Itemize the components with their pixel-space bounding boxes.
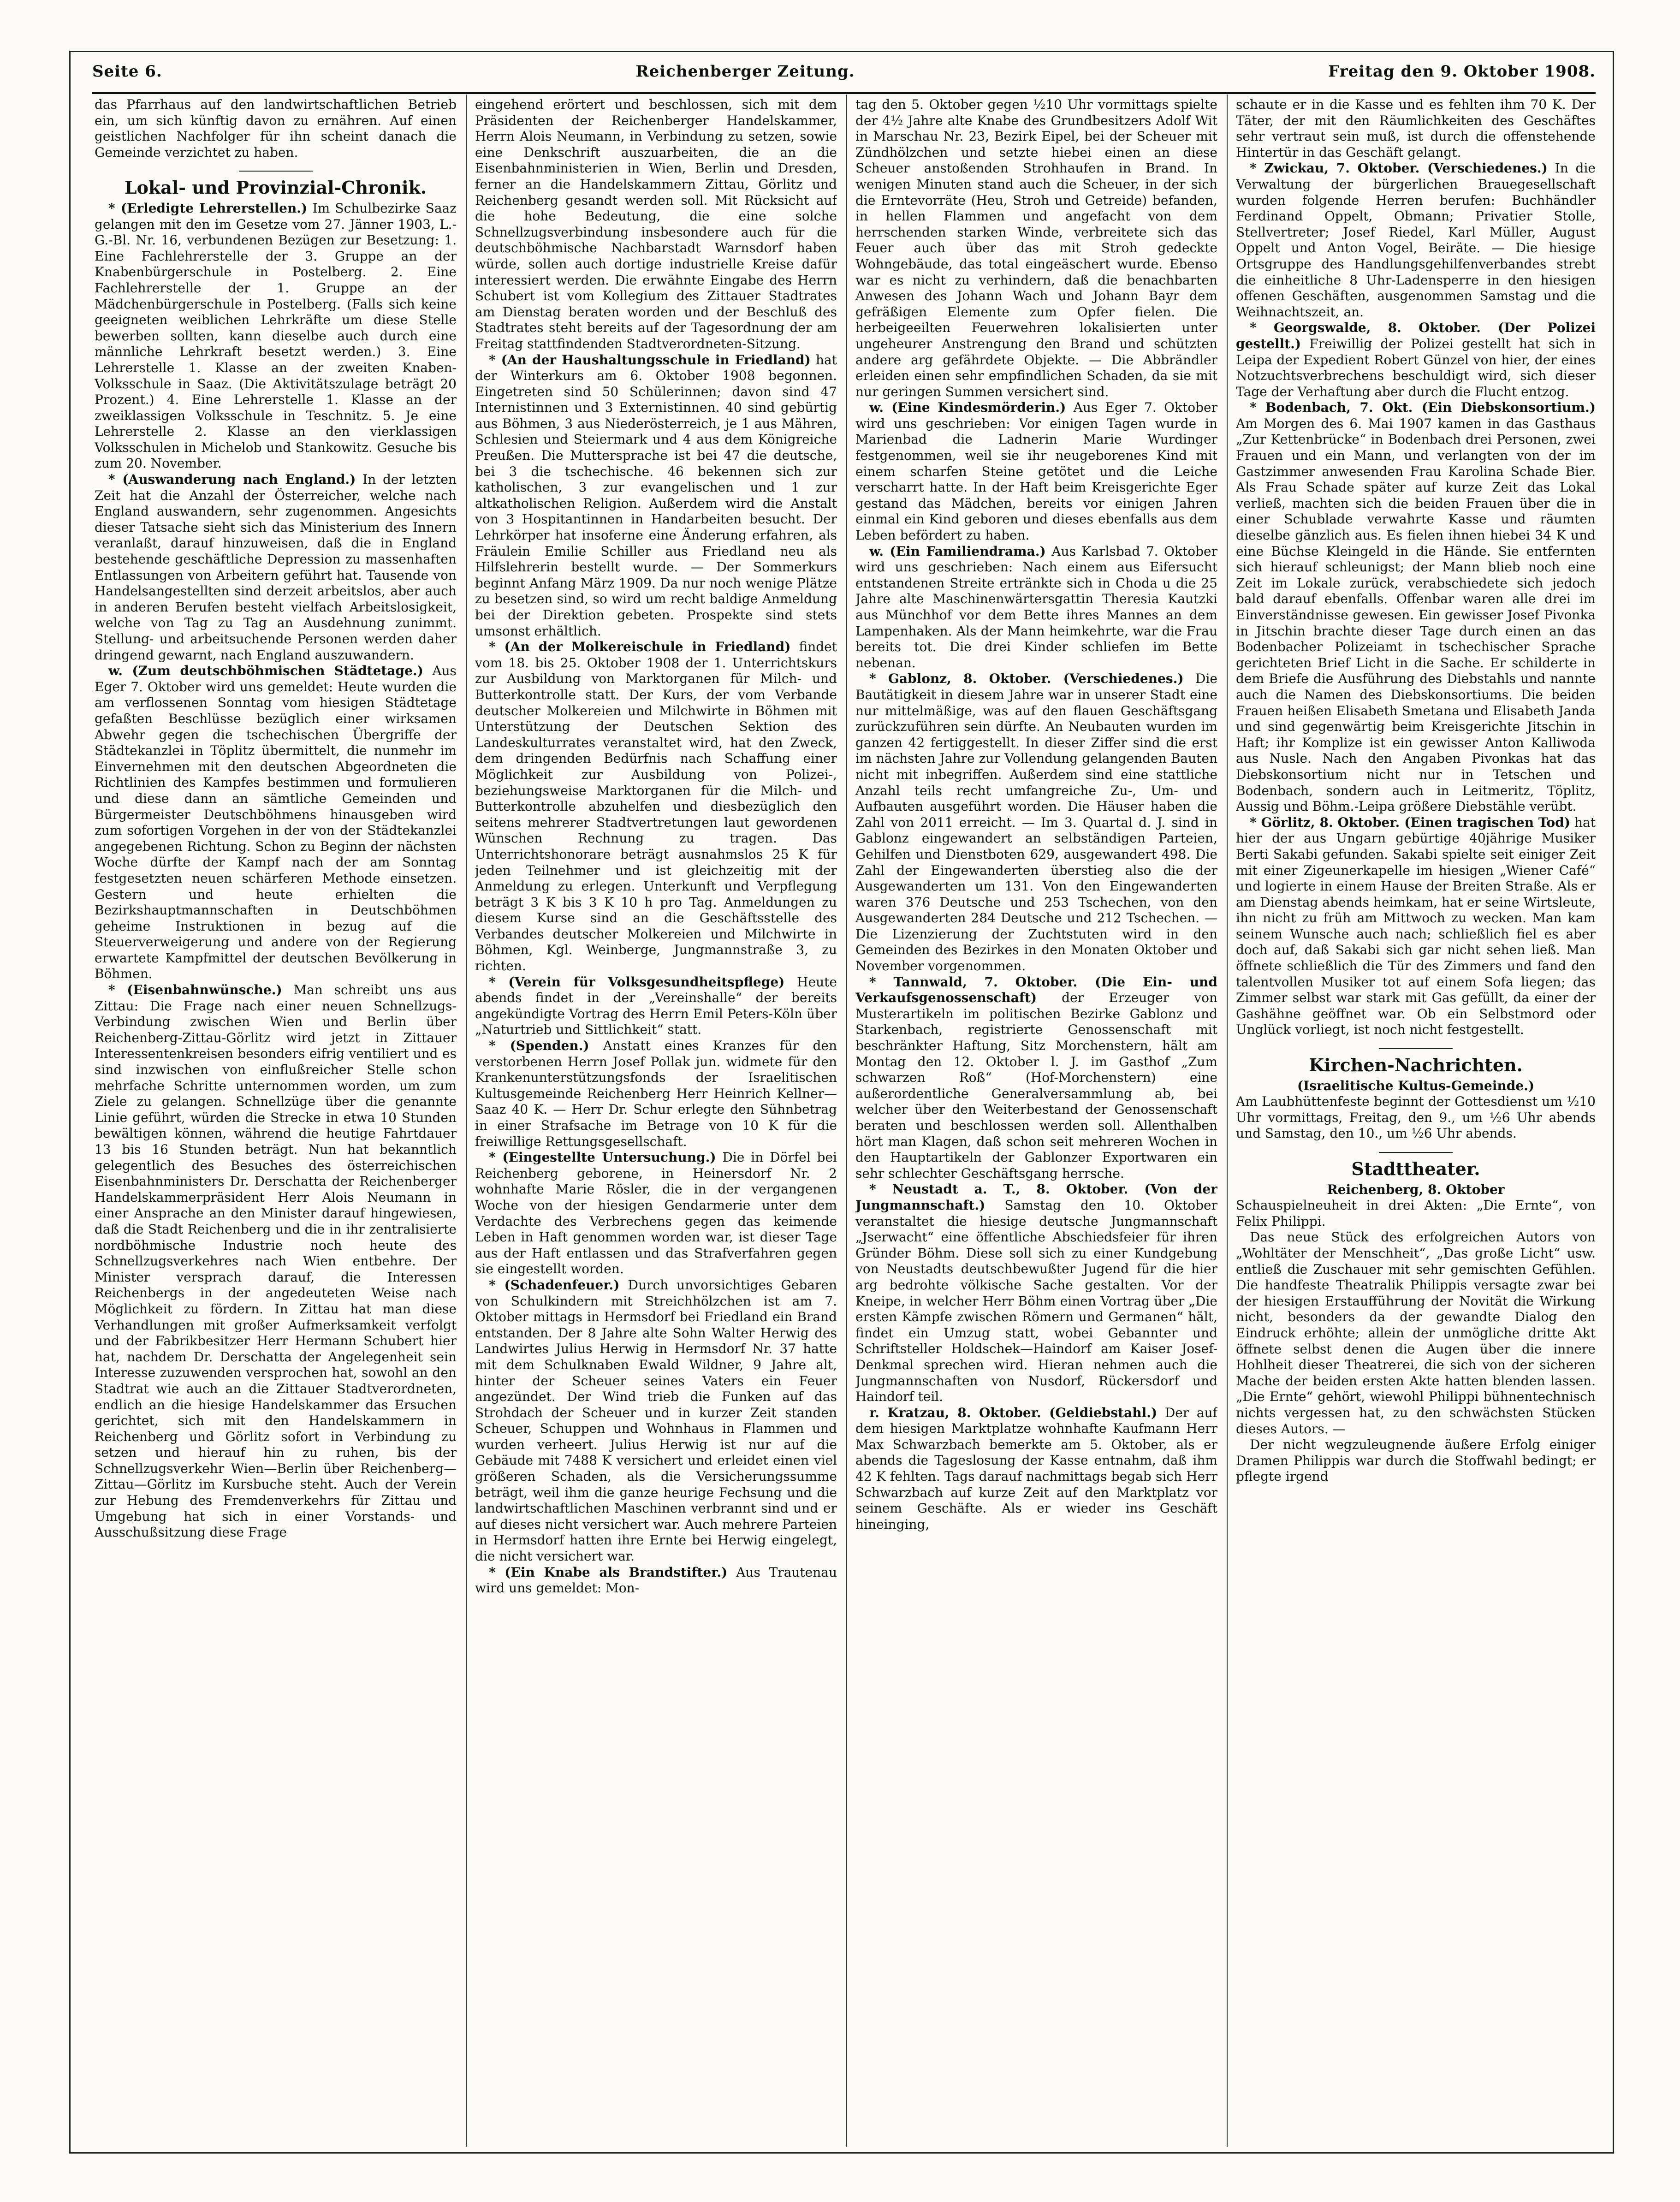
column-rule (1227, 95, 1228, 2147)
section-heading: Lokal- und Provinzial-Chronik. (124, 177, 427, 198)
article-fire: * (Schadenfeuer.) Durch unvorsichtiges Gebaren von Schulkindern mit Streichhölzchen ist am 7. Oktober mittags in Hermsdorf bei Friedland ein Brand entstanden. Der 8 Jahre alte Sohn Walter Herwig des Landwirtes Julius Herwig in Hermsdorf Nr. 37 hatte mit dem Schulknaben Ewald Wildner, 9 Jahre alt, hinter der Scheuer seines Vaters ein Feuer angezündet. Der Wind trieb die Funken auf das Strohdach der Scheuer und in kurzer Zeit standen Scheuer, Schuppen und Wohnhaus in Flammen und wurden verheert. Julius Herwig ist nur auf die Gebäude mit 7488 K versichert und erleidet einen viel größeren Schaden, als die Versicherungssumme beträgt, weil ihm die ganze heurige Fechsung und die landwirtschaftlichen Maschinen verbrannt sind und er auf dieses nicht versichert war. Auch mehrere Parteien in Hermsdorf hatten ihre Ernte bei Herwig eingelegt, die nicht versichert war. (475, 1277, 837, 1564)
column-3 (855, 97, 1217, 2144)
page-number: Seite 6. (92, 62, 162, 81)
newspaper-title: Reichenberger Zeitung. (635, 62, 855, 81)
article-georgswalde: * Georgswalde, 8. Oktober. (Der Polizei gestellt.) Freiwillig der Polizei gestellt hat sich in Leipa der Expedient Robert Günzel von hier, der eines Notzuchtsverbrechens beschuldigt wird, sich dieser Tage der Verhaftung aber durch die Flucht entzog. (1236, 320, 1596, 399)
theater-heading: Stadttheater. (1351, 1158, 1480, 1179)
masthead-rule (92, 92, 1596, 94)
section-divider (1379, 1152, 1453, 1153)
article-teacher-posts: * (Erledigte Lehrerstellen.) Im Schulbezirke Saaz gelangen mit den im Gesetze vom 27. Jänner 1903, L.-G.-Bl. Nr. 16, verbundenen Bezügen zur Besetzung: 1. Eine Fachlehrerstelle der 3. Gruppe an der Knabenbürgerschule in Postelberg. 2. Eine Fachlehrerstelle der 1. Gruppe an der Mädchenbürgerschule in Postelberg. (Falls sich keine geeigneten weiblichen Lehrkräfte um diese Stelle bewerben sollten, kann dieselbe auch durch eine männliche Lehrkraft besetzt werden.) 3. Eine Lehrerstelle 1. Klasse an der zweiten Knaben-Volksschule in Saaz. (Die Aktivitätszulage beträgt 20 Prozent.) 4. Eine Lehrerstelle 1. Klasse an der zweiklassigen Volksschule in Teschnitz. 5. Je eine Lehrerstelle 2. Klasse an den vierklassigen Volksschulen in Michelob und Stankowitz. Gesuche bis zum 20. November. (95, 200, 457, 471)
column-1 (95, 97, 457, 2144)
article-staedtetag: w. (Zum deutschböhmischen Städtetage.) Aus Eger 7. Oktober wird uns gemeldet: Heute wurden die am verflossenen Sonntag vom hiesigen Städtetage gefaßten Beschlüsse bezüglich einer wirksamen Abwehr gegen die tschechischen Übergriffe der Städtekanzlei in Töplitz übermittelt, die nunmehr im Einvernehmen mit den deutschen Abgeordneten die Richtlinien des Kampfes bestimmen und formulieren und diese dann an sämtliche Gemeinden und Bürgermeister Deutschböhmens hinausgeben wird zum sofortigen Vorgehen in der von der Städtekanzlei angegebenen Richtung. Schon zu Beginn der nächsten Woche dürfte der Kampf nach der am Sonntag festgesetzten neuen schärferen Methode einsetzen. Gestern und heute erhielten die Bezirkshauptmannschaften in Deutschböhmen geheime Instruktionen in bezug auf die Steuerverweigerung und andere von der Regierung erwartete Kampfmittel der deutschen Bevölkerung in Böhmen. (95, 663, 457, 982)
article-zwickau: * Zwickau, 7. Oktober. (Verschiedenes.) In die Verwaltung der bürgerlichen Brauegesellschaft wurden folgende Herren berufen: Buchhändler Ferdinand Oppelt, Obmann; Privatier Stolle, Stellvertreter; Josef Riedel, Karl Müller, August Oppelt und Anton Vogel, Beiräte. — Die hiesige Ortsgruppe des Handlungsgehilfenverbandes strebt die einheitliche 8 Uhr-Ladensperre in den hiesigen offenen Geschäften, ausgenommen Samstag und die Weihnachtszeit, an. (1236, 160, 1596, 320)
article-public-health: * (Verein für Volksgesundheitspflege) Heute abends findet in der „Vereinshalle“ der bereits angekündigte Vortrag des Herrn Emil Peters-Köln über „Naturtrieb und Sittlichkeit“ statt. (475, 974, 837, 1038)
column-rule (846, 95, 847, 2147)
theater-review-continued: Der nicht wegzuleugnende äußere Erfolg einiger Dramen Philippis war durch die Stoffwahl bedingt; er pflegte irgend (1236, 1437, 1596, 1484)
issue-date: Freitag den 9. Oktober 1908. (1328, 62, 1596, 81)
article-continuation: schaute er in die Kasse und es fehlten ihm 70 K. Der Täter, der mit den Räumlichkeiten des Geschäftes sehr vertraut sein muß, ist durch die offenstehende Hintertür in das Geschäft gelangt. (1236, 97, 1596, 160)
article-tannwald: * Tannwald, 7. Oktober. (Die Ein- und Verkaufsgenossenschaft) der Erzeuger von Musterartikeln im politischen Bezirke Gablonz und Starkenbach, registrierte Genossenschaft mit beschränkter Haftung, Sitz Morchenstern, hält am Montag den 12. Oktober l. J. im Gasthof „Zum schwarzen Roß“ (Hof-Morchenstern) eine außerordentliche Generalversammlung ab, bei welcher über den Weiterbestand der Genossenschaft beraten und beschlossen werden soll. Allenthalben hört man Klagen, daß schon seit mehreren Wochen in den Hauptartikeln der Gablonzer Exportwaren ein sehr schlechter Geschäftsgang herrsche. (855, 974, 1217, 1181)
column-2 (475, 97, 837, 2144)
column-4 (1236, 97, 1596, 2144)
article-emigration-england: * (Auswanderung nach England.) In der letzten Zeit hat die Anzahl der Österreicher, welche nach England auswandern, sehr zugenommen. Angesichts dieser Tatsache sieht sich das Ministerium des Innern veranlaßt, darauf hinzuweisen, daß die in England bestehende geschäftliche Depression zu massenhaften Entlassungen von Arbeitern geführt hat. Tausende von Handelsangestellten sind derzeit arbeitslos, aber auch in anderen Berufen besteht vielfach Arbeitslosigkeit, welche von Tag zu Tag an Ausdehnung zunimmt. Stellung- und arbeitsuchende Personen werden daher dringend gewarnt, nach England auszuwandern. (95, 472, 457, 663)
article-continuation: eingehend erörtert und beschlossen, sich mit dem Präsidenten der Reichenberger Handelskammer, Herrn Alois Neumann, in Verbindung zu setzen, sowie eine Denkschrift auszuarbeiten, die an die Eisenbahnministerien in Wien, Berlin und Dresden, ferner an die Handelskammern Zittau, Görlitz und Reichenberg gesandt werden soll. Mit Rücksicht auf die hohe Bedeutung, die eine solche Schnellzugsverbindung insbesondere auch für die deutschböhmische Nachbarstadt Warnsdorf haben würde, sollen auch dortige industrielle Kreise dafür interessiert werden. Die erwähnte Eingabe des Herrn Schubert ist vom Kollegium des Zittauer Stadtrates am Dienstag beraten worden und der Beschluß des Stadtrates steht bereits auf der Tagesordnung der am Freitag stattfindenden Stadtverordneten-Sitzung. (475, 97, 837, 351)
column-rule (466, 95, 467, 2147)
article-continuation: das Pfarrhaus auf den landwirtschaftlichen Betrieb ein, um sich künftig davon zu ernähren. Auf einen geistlichen Nachfolger für ihn scheint danach die Gemeinde verzichtet zu haben. (95, 97, 457, 160)
article-goerlitz: * Görlitz, 8. Oktober. (Einen tragischen Tod) hat hier der aus Ungarn gebürtige 40jährige Musiker Berti Sakabi gefunden. Sakabi spielte seit einiger Zeit mit einer Zigeunerkapelle im hiesigen „Wiener Café“ und logierte in einem Hause der Breiten Straße. Als er am Dienstag abends heimkam, hat er seine Wirtsleute, ihn nicht zu früh am Mittwoch zu wecken. Man kam seinem Wunsche auch nach; schließlich fiel es aber doch auf, daß Sakabi sich gar nicht sehen ließ. Man öffnete schließlich die Tür des Zimmers und fand den talentvollen Musiker tot auf einem Sofa liegen; das Zimmer selbst war stark mit Gas gefüllt, da einer der Gashähne geöffnet war. Ob ein Selbstmord oder Unglück vorliegt, ist noch nicht festgestellt. (1236, 814, 1596, 1038)
section-divider (1379, 1048, 1453, 1049)
article-boy-arsonist: * (Ein Knabe als Brandstifter.) Aus Trautenau wird uns gemeldet: Mon- (475, 1564, 837, 1596)
section-divider (239, 171, 313, 172)
article-bodenbach: * Bodenbach, 7. Okt. (Ein Diebskonsortium.) Am Morgen des 6. Mai 1907 kamen in das Gasthaus „Zur Kettenbrücke“ in Bodenbach drei Personen, zwei Frauen und ein Mann, und verlangten von der im Gastzimmer anwesenden Frau Karolina Schade Bier. Als Frau Schade später auf kurze Zeit das Lokal verließ, machten sich die beiden Frauen über die in einer Schublade verwahrte Kasse und räumten dieselbe gänzlich aus. Es fielen ihnen hiebei 34 K und eine Büchse Kleingeld in die Hände. Sie entfernten sich hierauf schleunigst; der Mann blieb noch eine Zeit im Lokale zurück, verabschiedete sich jedoch bald darauf ebenfalls. Offenbar waren alle drei im Einverständnisse gewesen. Ein gewisser Josef Pivonka in Jitschin brachte dieser Tage durch einen an das Bodenbacher Polizeiamt in tschechischer Sprache gerichteten Brief Licht in die Sache. Er schilderte in dem Briefe die Ausführung des Diebstahls und nannte auch die Namen des Diebskonsortiums. Die beiden Frauen heißen Elisabeth Smetana und Elisabeth Janda und sind gegenwärtig beim Kreisgerichte Jitschin in Haft; ihr Komplize ist ein gewisser Anton Kalliwoda aus Nusle. Nach den Angaben Pivonkas hat das Diebskonsortium nicht nur in Tetschen und Bodenbach, sondern auch in Leitmeritz, Töplitz, Aussig und Böhm.-Leipa größere Diebstähle verübt. (1236, 400, 1596, 814)
article-investigation: * (Eingestellte Untersuchung.) Die in Dörfel bei Reichenberg geborene, in Heinersdorf Nr. 2 wohnhafte Marie Rösler, die in der vergangenen Woche von der hiesigen Gendarmerie unter dem Verdachte des Verbrechens gegen das keimende Leben in Haft genommen worden war, ist dieser Tage aus der Haft entlassen und das Strafverfahren gegen sie eingestellt worden. (475, 1150, 837, 1277)
article-kratzau: r. Kratzau, 8. Oktober. (Geldiebstahl.) Der auf dem hiesigen Marktplatze wohnhafte Kaufmann Herr Max Schwarzbach bemerkte am 5. Oktober, als er abends die Tageslosung der Kasse entnahm, daß ihm 42 K fehlten. Tags darauf nachmittags begab sich Herr Schwarzbach auf kurze Zeit auf den Marktplatz vor seinem Geschäfte. Als er wieder ins Geschäft hineinging, (855, 1405, 1217, 1532)
article-gablonz: * Gablonz, 8. Oktober. (Verschiedenes.) Die Bautätigkeit in diesem Jahre war in unserer Stadt eine nur mittelmäßige, was auf den flauen Geschäftsgang zurückzuführen sein dürfte. An Neubauten wurden im ganzen 42 fertiggestellt. In dieser Ziffer sind die erst im nächsten Jahre zur Vollendung gelangenden Bauten nicht mit inbegriffen. Außerdem sind eine stattliche Anzahl teils recht umfangreiche Zu-, Um- und Aufbauten ausgeführt worden. Die Häuser haben die Zahl von 2011 erreicht. — Im 3. Quartal d. J. sind in Gablonz eingewandert an selbständigen Parteien, Gehilfen und Dienstboten 629, ausgewandert 498. Die Zahl der Eingewanderten überstieg also die der Ausgewanderten um 131. Von den Eingewanderten waren 376 Deutsche und 253 Tschechen, von den Ausgewanderten 284 Deutsche und 212 Tschechen. — Die Lizenzierung der Zuchtstuten wird in den Gemeinden des Bezirkes in den Monaten Oktober und November vorgenommen. (855, 671, 1217, 974)
church-news-heading: Kirchen-Nachrichten. (1309, 1055, 1523, 1076)
article-donations: * (Spenden.) Anstatt eines Kranzes für den verstorbenen Herrn Josef Pollak jun. widmete für den Krankenunterstützungsfonds der Israelitischen Kultusgemeinde Reichenberg Herr Heinrich Kellner—Saaz 40 K. — Herr Dr. Schur erlegte den Sühnbetrag in einer Strafsache im Betrage von 10 K für die freiwillige Rettungsgesellschaft. (475, 1038, 837, 1149)
article-continuation: tag den 5. Oktober gegen ½10 Uhr vormittags spielte der 4½ Jahre alte Knabe des Grundbesitzers Adolf Wit in Marschau Nr. 23, Bezirk Eipel, bei der Scheuer mit Zündhölzchen und setzte hiebei einen an diese Scheuer anstoßenden Strohhaufen in Brand. In wenigen Minuten stand auch die Scheuer, in der sich die Erntevorräte (Heu, Stroh und Getreide) befanden, in hellen Flammen und angefacht von dem herrschenden starken Winde, verbreitete sich das Feuer auch über das mit Stroh gedeckte Wohngebäude, das total eingeäschert wurde. Ebenso war es nicht zu verhindern, daß die benachbarten Anwesen des Johann Wach und Johann Bayr dem gefräßigen Elemente zum Opfer fielen. Die herbeigeeilten Feuerwehren lokalisierten unter ungeheurer Anstrengung den Brand und schützten andere arg gefährdete Objekte. — Die Abbrändler erleiden einen sehr empfindlichen Schaden, da sie mit nur geringen Summen versichert sind. (855, 97, 1217, 399)
article-railway-wishes: * (Eisenbahnwünsche.) Man schreibt uns aus Zittau: Die Frage nach einer neuen Schnellzugs-Verbindung zwischen Wien und Berlin über Reichenberg-Zittau-Görlitz wird jetzt in Zittauer Interessentenkreisen besonders eifrig ventiliert und es sind inzwischen von einflußreicher Stelle schon mehrfache Schritte unternommen worden, um zum Ziele zu gelangen. Schnellzüge über die genannte Linie geführt, würden die Strecke in etwa 10 Stunden bewältigen können, während die heutige Fahrtdauer 13 bis 16 Stunden beträgt. Nun hat bekanntlich gelegentlich des Besuches des österreichischen Eisenbahnministers Dr. Derschatta der Reichenberger Handelskammerpräsident Herr Alois Neumann in einer Ansprache an den Minister darauf hingewiesen, daß die Stadt Reichenberg und die in ihr zentralisierte nordböhmische Industrie noch heute des Schnellzugsverkehres nach Wien entbehre. Der Minister versprach darauf, die Interessen Reichenbergs in der angedeuteten Weise nach Möglichkeit zu fördern. In Zittau hat man diese Verhandlungen mit großer Aufmerksamkeit verfolgt und der Fabrikbesitzer Herr Hermann Schubert hier hat, nachdem Dr. Derschatta der Angelegenheit sein Interesse zuzuwenden versprochen hat, sowohl an den Stadtrat wie auch an die Zittauer Stadtverordneten, endlich an die hiesige Handelskammer das Ersuchen gerichtet, sich mit den Handelskammern in Reichenberg und Görlitz sofort in Verbindung zu setzen und hierauf hin zu ruhen, bis der Schnellzugsverkehr Wien—Berlin über Reichenberg—Zittau—Görlitz im Kursbuche steht. Auch der Verein zur Hebung des Fremdenverkehrs für Zittau und Umgebung hat sich in einer Vorstands- und Ausschußsitzung diese Frage (95, 982, 457, 1540)
article-dairy-school: * (An der Molkereischule in Friedland) findet vom 18. bis 25. Oktober 1908 der 1. Unterrichtskurs zur Ausbildung von Marktorganen für Milch- und Butterkontrolle statt. Der Kurs, der vom Verbande deutscher Molkereien und Milchwirte in Böhmen mit Unterstützung der Deutschen Sektion des Landeskulturrates veranstaltet wird, hat den Zweck, dem dringenden Bedürfnis nach Schaffung einer Möglichkeit zur Ausbildung von Polizei-, beziehungsweise Marktorganen für die Milch- und Butterkontrolle abzuhelfen und diesbezüglich den seitens mehrerer Stadtvertretungen laut gewordenen Wünschen Rechnung zu tragen. Das Unterrichtshonorare beträgt ausnahmslos 25 K für jeden Teilnehmer und ist gleichzeitig mit der Anmeldung zu erlegen. Unterkunft und Verpflegung beträgt 3 K bis 3 K 10 h pro Tag. Anmeldungen zu diesem Kurse sind an die Geschäftsstelle des Verbandes deutscher Molkereien und Milchwirte in Böhmen, Kgl. Weinberge, Jungmannstraße 3, zu richten. (475, 639, 837, 974)
article-household-school: * (An der Haushaltungsschule in Friedland) hat der Winterkurs am 6. Oktober 1908 begonnen. Eingetreten sind 50 Schülerinnen; davon sind 47 Internistinnen und 3 Externistinnen. 40 sind gebürtig aus Böhmen, 3 aus Niederösterreich, je 1 aus Mähren, Schlesien und Steiermark und 4 aus dem Königreiche Preußen. Die Muttersprache ist bei 47 die deutsche, bei 3 die tschechische. 46 bekennen sich zur katholischen, 3 zur evangelischen und 1 zur altkatholischen Religion. Außerdem wird die Anstalt von 3 Hospitantinnen in Handarbeiten besucht. Der Lehrkörper hat insoferne eine Änderung erfahren, als Fräulein Emilie Schiller aus Friedland neu als Hilfslehrerin bestellt wurde. — Der Sommerkurs beginnt Anfang März 1909. Da nur noch wenige Plätze zu besetzen sind, so wird um recht baldige Anmeldung bei der Direktion gebeten. Prospekte sind stets umsonst erhältlich. (475, 352, 837, 639)
church-news-subheading: (Israelitische Kultus-Gemeinde.) (1297, 1078, 1535, 1093)
theater-review: Das neue Stück des erfolgreichen Autors von „Wohltäter der Menschheit“, „Das große Licht“ usw. entließ die Zuschauer mit sehr gemischten Gefühlen. Die handfeste Theatralik Philippis versagte zwar bei der hiesigen Erstaufführung der Novität die Wirkung nicht, besonders da der gewandte Dialog den Eindruck erhöhte; allein der unmögliche dritte Akt öffnete selbst denen die Augen über die innere Hohlheit dieser Theatrerei, die sich von der sicheren Mache der beiden ersten Akte hatten blenden lassen. „Die Ernte“ gehört, wiewohl Philippi bühnentechnisch nichts vergessen hat, zu den schwächsten Stücken dieses Autors. — (1236, 1229, 1596, 1436)
article-family-drama: w. (Ein Familiendrama.) Aus Karlsbad 7. Oktober wird uns geschrieben: Nach einem aus Eifersucht entstandenen Streite ertränkte sich in Choda u die 25 Jahre alte Maschinenwärtersgattin Theresia Kautzki aus Münchhof vor dem Bette ihres Mannes an dem Lampenhaken. Als der Mann heimkehrte, war die Frau bereits tot. Die drei Kinder schliefen im Bette nebenan. (855, 543, 1217, 671)
article-infanticide: w. (Eine Kindesmörderin.) Aus Eger 7. Oktober wird uns geschrieben: Vor einigen Tagen wurde in Marienbad die Ladnerin Marie Wurdinger festgenommen, weil sie ihr neugeborenes Kind mit einem scharfen Steine getötet und die Leiche verscharrt hatte. In der Haft beim Kreisgerichte Eger gestand das Mädchen, bereits vor einigen Jahren einmal ein Kind geboren und dieses ebenfalls aus dem Leben befördert zu haben. (855, 400, 1217, 543)
page-header (92, 62, 1596, 90)
article-neustadt: * Neustadt a. T., 8. Oktober. (Von der Jungmannschaft.) Samstag den 10. Oktober veranstaltet die hiesige deutsche Jungmannschaft „Jserwacht“ eine öffentliche Abschiedsfeier für ihren Gründer Böhm. Diese soll sich zu einer Kundgebung von Neustadts deutschbewußter Jugend für die hier arg bedrohte völkische Sache gestalten. Vor der Kneipe, in welcher Herr Böhm einen Vortrag über „Die ersten Kämpfe zwischen Römern und Germanen“ hält, findet ein Umzug statt, wobei Gebannter und Schriftsteller Holdschek—Haindorf am Kaiser Josef-Denkmal sprechen wird. Hieran nehmen auch die Jungmannschaften von Nusdorf, Rückersdorf und Haindorf teil. (855, 1181, 1217, 1405)
theater-dateline: Reichenberg, 8. Oktober (1327, 1181, 1505, 1197)
church-news-text: Am Laubhüttenfeste beginnt der Gottesdienst um ½10 Uhr vormittags, Freitag, den 9., um ½6 Uhr abends und Samstag, den 10., um ½6 Uhr abends. (1236, 1094, 1596, 1141)
theater-play-title: Schauspielneuheit in drei Akten: „Die Ernte“, von Felix Philippi. (1236, 1198, 1596, 1229)
